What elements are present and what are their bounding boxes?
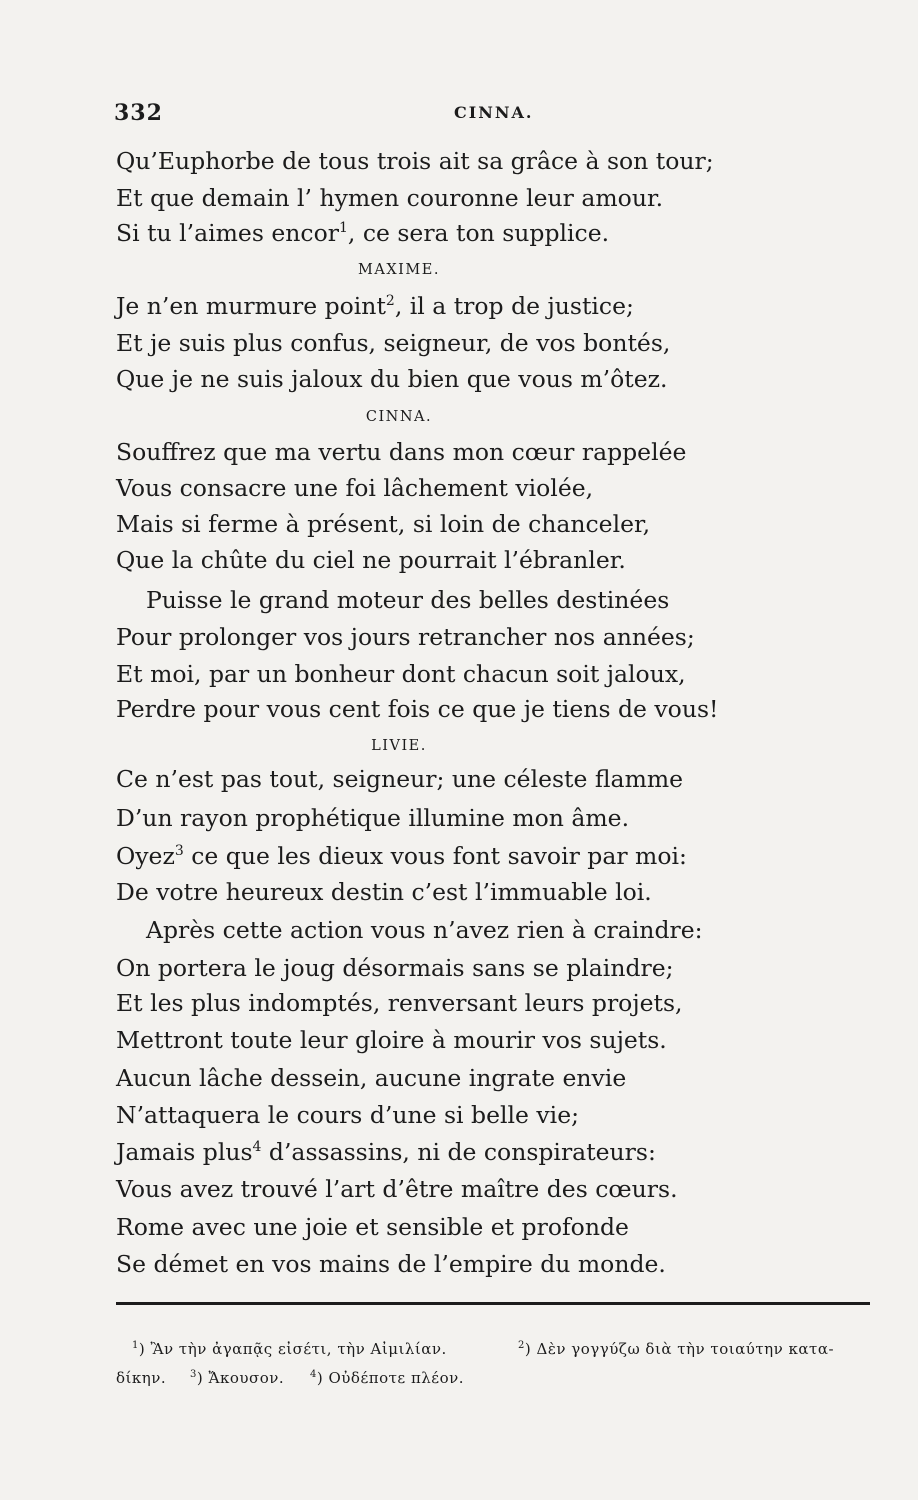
verse-line: Rome avec une joie et sensible et profonde [116,1213,629,1241]
footnote-ref: 3 [174,843,184,860]
verse-line: Et les plus indomptés, renversant leurs projets, [116,989,683,1017]
page-header [114,100,874,130]
footnote-4: $^4$) Οὐδέποτε πλέον. [310,1369,464,1387]
verse-line: Jamais plus$^4$ d’assassins, ni de conspirateurs: [116,1138,656,1166]
footnote-ref: 2 [385,293,395,310]
verse-line: De votre heureux destin c’est l’immuable loi. [116,878,652,906]
verse-line: Et je suis plus confus, seigneur, de vos bontés, [116,329,671,357]
speaker-maxime: MAXIME. [358,262,440,278]
verse-line: Et que demain l’ hymen couronne leur amour. [116,184,664,212]
verse-line: Après cette action vous n’avez rien à craindre: [146,916,703,944]
verse-line: Aucun lâche dessein, aucune ingrate envie [116,1064,627,1092]
verse-line: Pour prolonger vos jours retrancher nos années; [116,623,695,651]
footnote-ref: 1 [338,220,348,237]
verse-line: Perdre pour vous cent fois ce que je tiens de vous! [116,695,719,723]
verse-line: Je n’en murmure point$^2$, il a trop de justice; [116,292,634,320]
footnote-2-continued: δίκην. [116,1369,167,1387]
verse-line: Qu’Euphorbe de tous trois ait sa grâce à son tour; [116,147,714,175]
verse-line: Oyez$^3$ ce que les dieux vous font savoir par moi: [116,842,687,870]
verse-line: Se démet en vos mains de l’empire du monde. [116,1250,666,1278]
verse-line: N’attaquera le cours d’une si belle vie; [116,1101,580,1129]
verse-line: Souffrez que ma vertu dans mon cœur rappelée [116,438,687,466]
verse-line: Si tu l’aimes encor$^1$, ce sera ton supplice. [116,219,610,247]
verse-line: Vous avez trouvé l’art d’être maître des cœurs. [116,1175,678,1203]
footnote-3: $^3$) Ἄκουσον. [190,1369,285,1387]
verse-line: On portera le joug désormais sans se plaindre; [116,954,674,982]
verse-line: Mais si ferme à présent, si loin de chanceler, [116,510,651,538]
verse-line: Vous consacre une foi lâchement violée, [116,474,594,502]
verse-line: Et moi, par un bonheur dont chacun soit jaloux, [116,660,686,688]
page-number: 332 [114,100,163,126]
verse-line: Que je ne suis jaloux du bien que vous m’ôtez. [116,365,668,393]
speaker-livie: LIVIE. [371,738,427,754]
verse-line: D’un rayon prophétique illumine mon âme. [116,804,630,832]
running-head: CINNA. [454,103,534,122]
speaker-cinna: CINNA. [365,409,433,425]
footnote-ref: 4 [252,1139,262,1156]
verse-line: Puisse le grand moteur des belles destinées [146,586,670,614]
verse-line: Que la chûte du ciel ne pourrait l’ébranler. [116,546,626,574]
footnote-rule [116,1302,870,1305]
footnote-2: $^2$) Δὲν γογγύζω διὰ τὴν τοιαύτην κατα- [518,1340,835,1358]
verse-line: Ce n’est pas tout, seigneur; une céleste flamme [116,765,684,793]
verse-line: Mettront toute leur gloire à mourir vos sujets. [116,1026,667,1054]
footnote-1: $^1$) Ἂν τὴν ἀγαπᾷς εἰσέτι, τὴν Αἰμιλίαν. [132,1340,447,1358]
